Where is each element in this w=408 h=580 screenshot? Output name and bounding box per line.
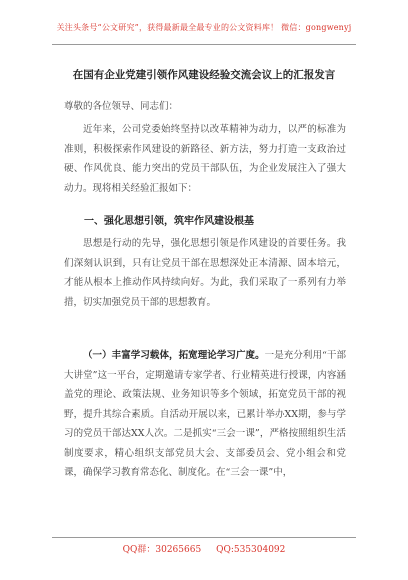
footer-divider bbox=[52, 537, 356, 538]
subsection-1-body: 一是充分利用“干部大讲堂”这一平台，定期邀请专家学者、行业精英进行授课，内容涵盖党的理论、政策法规、业务知识等多个领域，拓宽党员干部的视野，提升其综合素质。自活动开展以来，已累计举办XX期，参与学习的党员干部达XX人次。二是抓实“三会一课”，严格按照组织生活制度要求，精心组织支部党员大会、支部委员会、党小组会和党课，确保学习教育常态化、制度化。在“三会一课”中， bbox=[64, 350, 346, 478]
footer-qq: QQ:535304092 bbox=[216, 545, 286, 555]
section-1-paragraph: 思想是行动的先导，强化思想引领是作风建设的首要任务。我们深刻认识到，只有让党员干部在思想深处正本清源、固本培元，才能从根本上推动作风持续向好。为此，我们采取了一系列有力举措，切实加强党员干部的思想教育。 bbox=[64, 238, 346, 308]
intro-paragraph: 近年来，公司党委始终坚持以改革精神为动力，以严的标准为准则，积极探索作风建设的新路径、新方法，努力打造一支政治过硬、作风优良、能力突出的党员干部队伍，为企业发展注入了强大动力。现将相关经验汇报如下： bbox=[64, 124, 346, 194]
footer bbox=[0, 542, 408, 555]
document-title: 在国有企业党建引领作风建设经验交流会议上的汇报发言 bbox=[72, 69, 336, 81]
subsection-1-heading: （一）丰富学习载体，拓宽理论学习广度。 bbox=[83, 350, 265, 361]
top-banner: 关注头条号“公文研究”，获得最新最全最专业的公文资料库！ 微信：gongwenyj bbox=[56, 23, 352, 32]
salutation: 尊敬的各位领导、同志们： bbox=[64, 101, 179, 112]
footer-qq-group: QQ群：30265665 bbox=[122, 545, 202, 555]
subsection-1-paragraph bbox=[64, 346, 346, 483]
section-1-heading: 一、强化思想引领，筑牢作风建设根基 bbox=[84, 216, 254, 227]
header-divider bbox=[52, 44, 356, 45]
